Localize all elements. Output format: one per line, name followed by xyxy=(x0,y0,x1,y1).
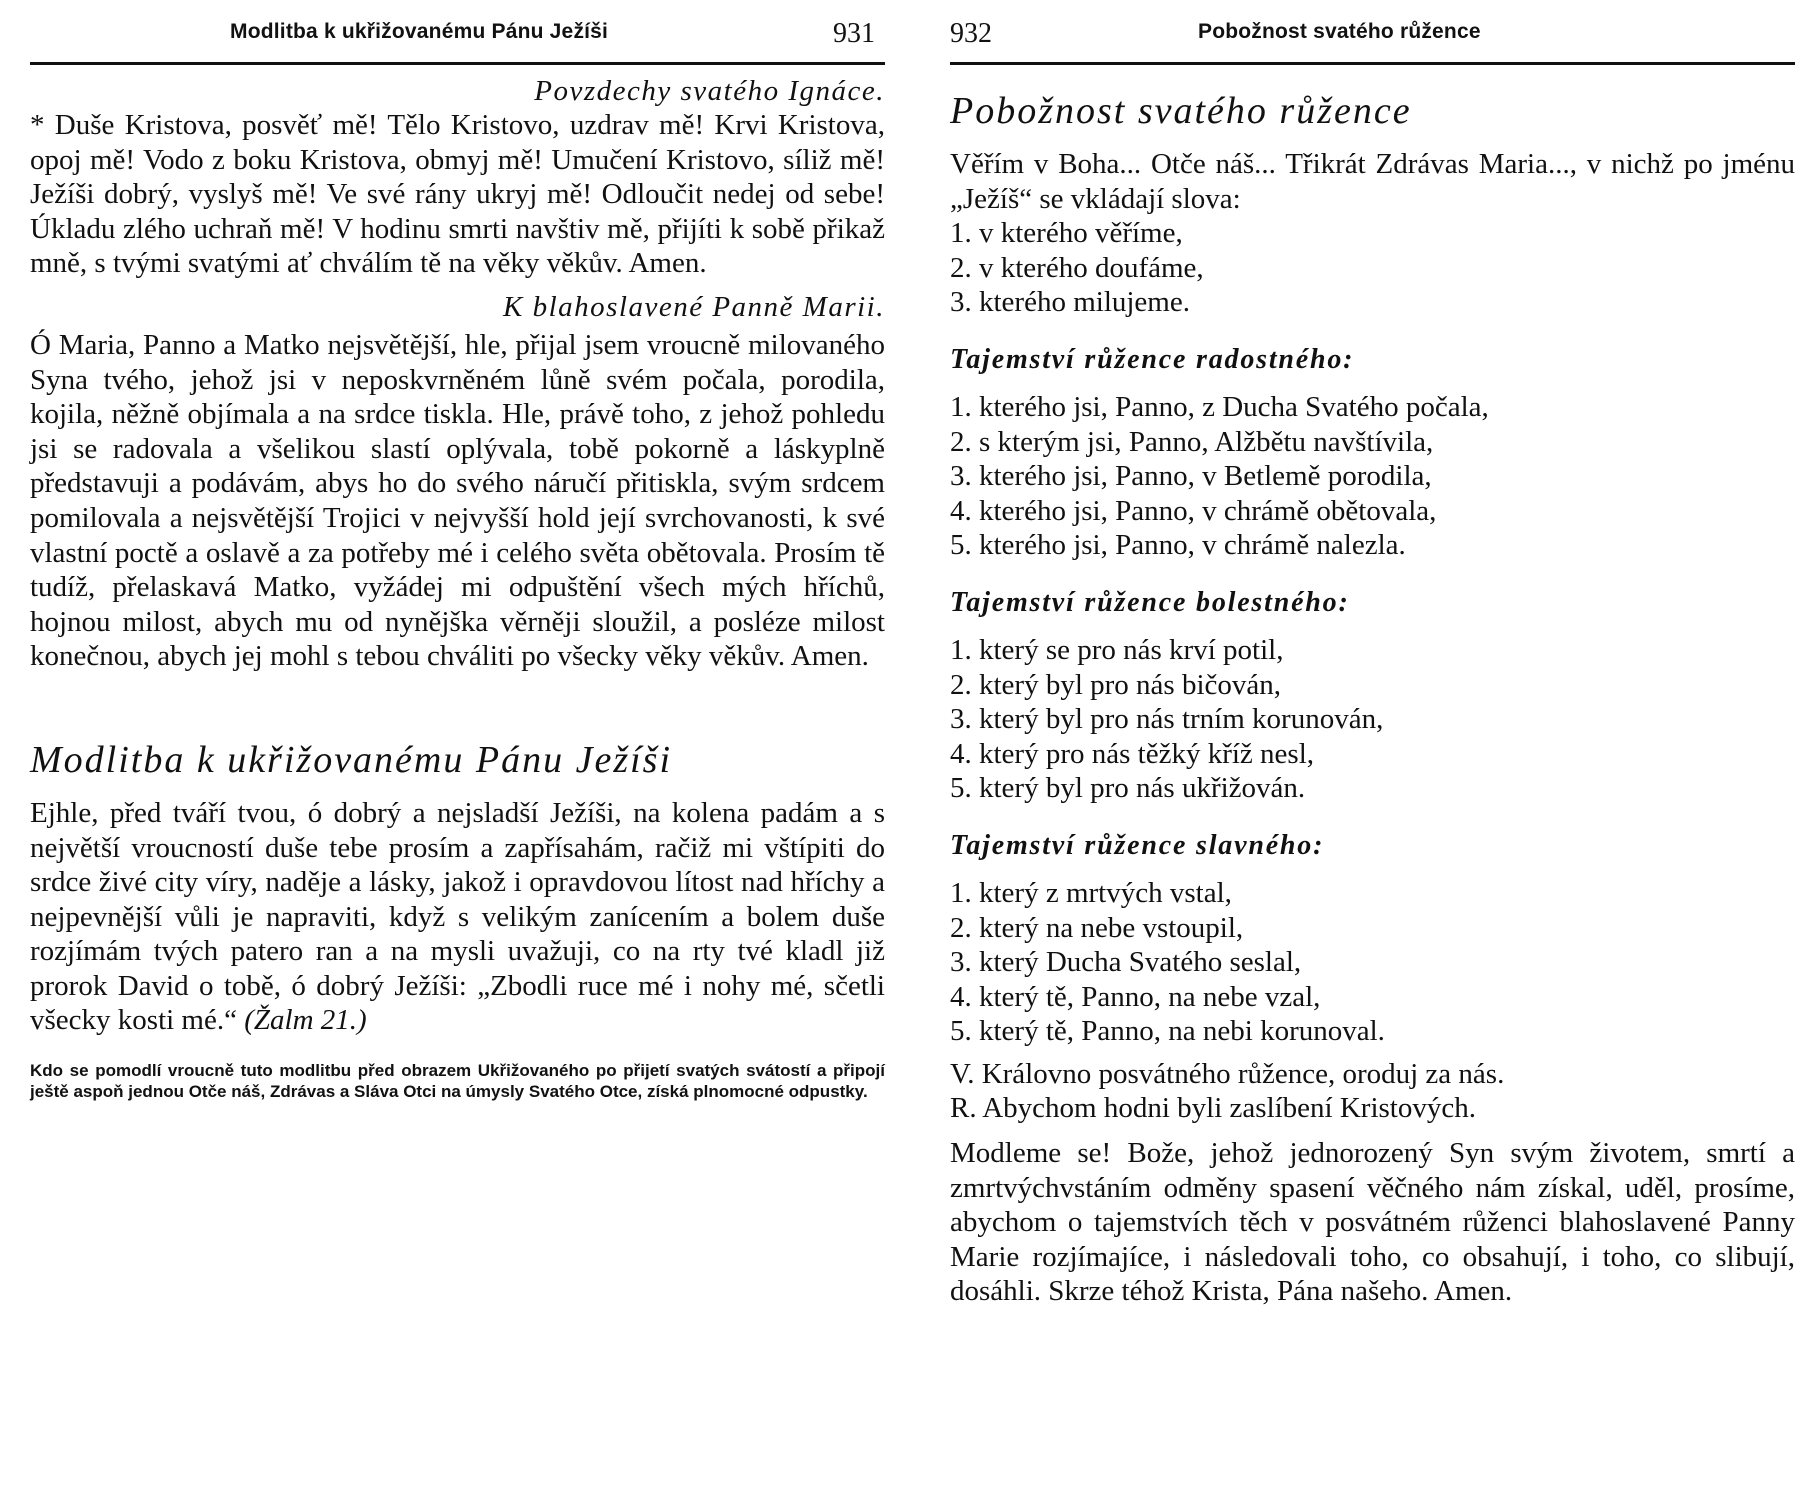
right-page xyxy=(950,0,1795,1500)
running-title: Modlitba k ukřižovanému Pánu Ježíši xyxy=(230,20,609,43)
prayer-heading: Modlitba k ukřižovanému Pánu Ježíši xyxy=(30,738,673,781)
psalm-citation: (Žalm 21.) xyxy=(244,1004,367,1037)
list-item: 5. který tě, Panno, na nebi korunoval. xyxy=(950,1015,1385,1048)
list-item: 1. v kterého věříme, xyxy=(950,217,1183,250)
sorrowful-list xyxy=(950,633,1795,806)
list-item: 2. v kterého doufáme, xyxy=(950,251,1204,284)
main-heading: Pobožnost svatého růžence xyxy=(950,90,1412,132)
running-title: Pobožnost svatého růžence xyxy=(1198,20,1481,43)
joyful-heading: Tajemství růžence radostného: xyxy=(950,343,1355,375)
list-item: 3. který Ducha Svatého seslal, xyxy=(950,946,1302,979)
list-item: 4. kterého jsi, Panno, v chrámě obětovala, xyxy=(950,494,1437,527)
indulgence-note: Kdo se pomodlí vroucně tuto modlitbu před obrazem Ukřižovaného po přijetí svatých svátostí a připojí ještě aspoň jednou Otče náš, Zdrávas a Sláva Otci na úmysly Svatého Otce, získá plnomocné odpustky. xyxy=(30,1061,885,1102)
list-item: 5. který byl pro nás ukřižován. xyxy=(950,772,1306,805)
running-head xyxy=(950,0,1795,65)
ignatius-prayer: * Duše Kristova, posvěť mě! Tělo Kristovo, uzdrav mě! Krvi Kristova, opoj mě! Vodo z boku Kristova, obmyj mě! Umučení Kristovo, síliž mě! Ježíši dobrý, vyslyš mě! Ve své rány ukryj mě! Odloučit nedej od sebe! Úkladu zlého uchraň mě! V hodinu smrti navštiv mě, přijíti k sobě přikaž mně, s tvými svatými ať chválím tě na věky věkův. Amen. xyxy=(30,109,885,280)
joyful-list xyxy=(950,390,1795,563)
versicle: V. Královno posvátného růžence, oroduj za nás. xyxy=(950,1057,1505,1090)
list-item: 1. který se pro nás krví potil, xyxy=(950,633,1284,666)
sorrowful-heading: Tajemství růžence bolestného: xyxy=(950,586,1350,618)
glorious-list xyxy=(950,876,1795,1049)
list-item: 2. s kterým jsi, Panno, Alžbětu navštívila, xyxy=(950,425,1434,458)
ignatius-heading: Povzdechy svatého Ignáce. xyxy=(534,75,885,107)
closing-prayer: Modleme se! Bože, jehož jednorozený Syn svým životem, smrtí a zmrtvýchvstáním odměny spasení věčného nám získal, uděl, prosíme, abychom o tajemstvích těch v posvátném růženci blahoslavené Panny Marie rozjímajíce, i následovali toho, co obsahují, i toho, co slibují, dosáhli. Skrze téhož Krista, Pána našeho. Amen. xyxy=(950,1137,1795,1308)
list-item: 3. kterého jsi, Panno, v Betlemě porodila, xyxy=(950,460,1432,493)
mary-heading: K blahoslavené Panně Marii. xyxy=(502,290,885,323)
list-item: 2. který na nebe vstoupil, xyxy=(950,911,1244,944)
crucified-prayer xyxy=(30,796,885,1038)
list-item: 4. který tě, Panno, na nebe vzal, xyxy=(950,980,1321,1013)
list-item: 3. který byl pro nás trním korunován, xyxy=(950,703,1384,736)
list-item: 2. který byl pro nás bičován, xyxy=(950,668,1282,701)
list-item: 5. kterého jsi, Panno, v chrámě nalezla. xyxy=(950,529,1406,562)
page-number: 931 xyxy=(833,18,875,49)
glorious-heading: Tajemství růžence slavného: xyxy=(950,829,1325,861)
intro-text: Věřím v Boha... Otče náš... Třikrát Zdrávas Maria..., v nichž po jménu „Ježíš“ se vkládají slova: xyxy=(950,148,1795,215)
response: R. Abychom hodni byli zaslíbení Kristových. xyxy=(950,1092,1476,1125)
page-number: 932 xyxy=(950,18,992,49)
intro-list xyxy=(950,216,1795,320)
running-head xyxy=(30,0,885,65)
list-item: 1. který z mrtvých vstal, xyxy=(950,876,1232,909)
list-item: 1. kterého jsi, Panno, z Ducha Svatého počala, xyxy=(950,390,1489,423)
mary-prayer: Ó Maria, Panno a Matko nejsvětější, hle, přijal jsem vroucně milovaného Syna tvého, jehož jsi v neposkvrněném lůně svém počala, porodila, kojila, něžně objímala a na srdce tiskla. Hle, právě toho, z jehož pohledu jsi se radovala a všelikou slastí oplývala, tobě pokorně a láskyplně představuji a podávám, abys ho do svého náručí přitiskla, svým srdcem pomilovala a nejsvětější Trojici v nejvyšší hold její svrchovanosti, k své vlastní poctě a oslavě a za potřeby mé i celého světa obětovala. Prosím tě tudíž, přelaskavá Matko, vyžádej mi odpuštění všech mých hříchů, hojnou milost, abych mu od nynějška věrněji sloužil, a posléze milost konečnou, abych jej mohl s tebou chváliti po všecky věky věkův. Amen. xyxy=(30,328,885,673)
list-item: 4. který pro nás těžký kříž nesl, xyxy=(950,737,1315,770)
list-item: 3. kterého milujeme. xyxy=(950,286,1190,319)
crucified-prayer-text: Ejhle, před tváří tvou, ó dobrý a nejsladší Ježíši, na kolena padám a s největší vroucností duše tebe prosím a zapřísahám, račiž mi vštípiti do srdce živé city víry, naděje a lásky, jakož i opravdovou lítost nad hříchy a nejpevnější vůli je napraviti, když s velikým zanícením a bolem duše rozjímám tvých patero ran a na mysli uvažuji, co na rty tvé kladl již prorok David o tobě, ó dobrý Ježíši: „Zbodli ruce mé i nohy mé, sčetli všecky kosti mé.“ xyxy=(30,796,885,1037)
left-page xyxy=(30,0,885,1500)
